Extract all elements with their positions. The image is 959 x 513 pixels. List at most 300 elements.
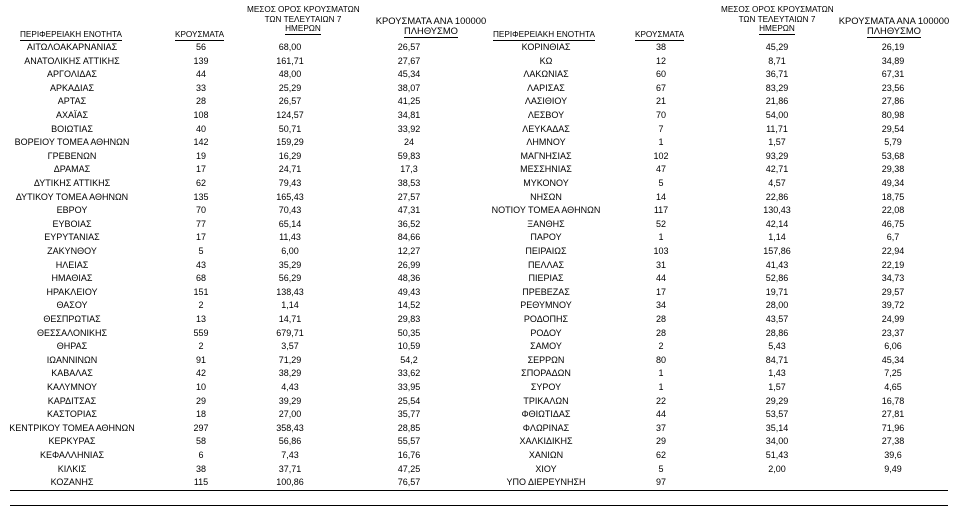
right-region-cell: ΦΛΩΡΙΝΑΣ	[522, 422, 570, 433]
right-region-cell: ΞΑΝΘΗΣ	[527, 218, 565, 229]
right-cases-cell: 47	[655, 164, 667, 175]
left-per100k-cell: 29,83	[397, 314, 421, 324]
header-avg7-right-line1: ΜΕΣΟΣ ΟΡΟΣ ΚΡΟΥΣΜΑΤΩΝ	[721, 5, 834, 14]
left-per100k-cell: 45,34	[397, 69, 421, 80]
right-avg7-cell: 1,43	[768, 368, 786, 379]
right-region-cell: ΠΕΙΡΑΙΩΣ	[525, 246, 567, 256]
right-avg7-cell: 45,29	[765, 42, 789, 52]
table-row	[0, 204, 959, 218]
left-per100k-cell: 34,81	[397, 110, 421, 120]
right-region-cell: ΡΟΔΟΥ	[530, 327, 562, 338]
right-per100k-cell: 80,98	[881, 110, 905, 120]
left-region-cell: ΑΡΤΑΣ	[57, 96, 87, 107]
left-avg7-cell: 56,29	[278, 273, 302, 284]
header-region-right	[493, 30, 595, 41]
left-avg7-cell: 11,43	[279, 232, 301, 243]
right-region-cell: ΜΑΓΝΗΣΙΑΣ	[520, 150, 572, 161]
left-avg7-cell: 138,43	[276, 286, 304, 297]
table-row	[0, 191, 959, 205]
left-region-cell: ΘΕΣΠΡΩΤΙΑΣ	[43, 314, 101, 324]
table-row	[0, 354, 959, 368]
header-per100k-right-line2: ΠΛΗΘΥΣΜΟ	[867, 25, 921, 37]
right-cases-cell: 117	[653, 205, 669, 216]
left-cases-cell: 17	[195, 164, 207, 175]
left-region-cell: ΓΡΕΒΕΝΩΝ	[47, 150, 97, 161]
table-row	[0, 231, 959, 245]
left-cases-cell: 70	[195, 205, 207, 216]
right-per100k-cell: 6,7	[886, 232, 900, 243]
right-avg7-cell: 93,29	[765, 150, 789, 161]
left-cases-cell: 38	[195, 463, 207, 474]
left-region-cell: ΔΡΑΜΑΣ	[53, 164, 91, 175]
left-per100k-cell: 47,31	[397, 205, 421, 216]
table-row	[0, 272, 959, 286]
right-cases-cell: 1	[658, 232, 664, 243]
left-per100k-cell: 26,99	[397, 259, 421, 270]
table-row	[0, 422, 959, 436]
left-cases-cell: 108	[193, 110, 209, 120]
right-per100k-cell: 34,73	[881, 273, 905, 284]
header-cases-left-label: ΚΡΟΥΣΜΑΤΑ	[175, 30, 225, 39]
right-cases-cell: 52	[655, 218, 667, 229]
right-per100k-cell: 67,31	[881, 69, 905, 80]
bottom-rule-lower	[10, 505, 948, 506]
left-region-cell: ΗΡΑΚΛΕΙΟΥ	[46, 286, 98, 297]
left-region-cell: ΚΙΛΚΙΣ	[57, 463, 87, 474]
right-cases-cell: 80	[655, 354, 667, 365]
right-avg7-cell: 4,57	[768, 178, 786, 188]
right-cases-cell: 44	[655, 273, 667, 284]
left-avg7-cell: 39,29	[278, 395, 302, 406]
right-cases-cell: 97	[655, 477, 667, 488]
left-cases-cell: 68	[195, 273, 207, 284]
left-avg7-cell: 48,00	[278, 69, 302, 80]
right-per100k-cell: 6,06	[884, 341, 902, 352]
left-cases-cell: 13	[195, 314, 207, 324]
right-per100k-cell: 29,54	[881, 123, 905, 134]
right-region-cell: ΝΗΣΩΝ	[530, 191, 562, 202]
right-cases-cell: 62	[655, 450, 667, 460]
right-cases-cell: 44	[655, 409, 667, 420]
right-region-cell: ΠΕΛΛΑΣ	[527, 259, 565, 270]
left-avg7-cell: 37,71	[278, 463, 302, 474]
left-region-cell: ΖΑΚΥΝΘΟΥ	[47, 246, 97, 256]
right-region-cell: ΛΗΜΝΟΥ	[526, 137, 566, 148]
left-cases-cell: 42	[195, 368, 207, 379]
left-avg7-cell: 79,43	[278, 178, 302, 188]
right-avg7-cell: 43,57	[765, 314, 789, 324]
table-row	[0, 395, 959, 409]
right-cases-cell: 1	[658, 368, 664, 379]
right-region-cell: ΜΥΚΟΝΟΥ	[523, 178, 569, 188]
right-cases-cell: 37	[655, 422, 667, 433]
left-region-cell: ΑΙΤΩΛΟΑΚΑΡΝΑΝΙΑΣ	[26, 42, 118, 52]
left-cases-cell: 77	[195, 218, 207, 229]
left-cases-cell: 62	[195, 178, 207, 188]
table-row	[0, 476, 959, 490]
left-avg7-cell: 165,43	[276, 191, 304, 202]
right-avg7-cell: 54,00	[765, 110, 789, 120]
left-region-cell: ΑΡΓΟΛΙΔΑΣ	[47, 69, 97, 80]
left-per100k-cell: 35,77	[397, 409, 421, 420]
left-per100k-cell: 47,25	[397, 463, 421, 474]
left-per100k-cell: 59,83	[397, 150, 421, 161]
left-region-cell: ΕΥΡΥΤΑΝΙΑΣ	[44, 232, 100, 243]
left-region-cell: ΙΩΑΝΝΙΝΩΝ	[46, 354, 98, 365]
left-avg7-cell: 358,43	[276, 422, 304, 433]
left-avg7-cell: 50,71	[278, 123, 302, 134]
table-row	[0, 245, 959, 259]
right-region-cell: ΛΑΣΙΘΙΟΥ	[524, 96, 568, 107]
left-avg7-cell: 16,29	[278, 150, 302, 161]
header-region-left-label: ΠΕΡΙΦΕΡΕΙΑΚΗ ΕΝΟΤΗΤΑ	[20, 30, 122, 39]
right-avg7-cell: 42,71	[765, 164, 789, 175]
left-region-cell: ΚΟΖΑΝΗΣ	[50, 477, 94, 488]
table-row	[0, 136, 959, 150]
left-avg7-cell: 68,00	[278, 42, 302, 52]
left-cases-cell: 2	[198, 341, 204, 352]
right-region-cell: ΣΕΡΡΩΝ	[527, 354, 565, 365]
right-region-cell: ΧΙΟΥ	[535, 463, 557, 474]
left-avg7-cell: 14,71	[278, 314, 302, 324]
right-per100k-cell: 53,68	[881, 150, 905, 161]
right-region-cell: ΣΑΜΟΥ	[530, 341, 562, 352]
right-avg7-cell: 157,86	[763, 246, 791, 256]
right-cases-cell: 12	[655, 55, 667, 66]
right-region-cell: ΤΡΙΚΑΛΩΝ	[523, 395, 569, 406]
table-row	[0, 367, 959, 381]
header-per100k-left-line1: ΚΡΟΥΣΜΑΤΑ ΑΝΑ 100000	[375, 15, 487, 26]
left-cases-cell: 58	[195, 436, 207, 447]
left-per100k-cell: 14,52	[397, 300, 421, 311]
left-avg7-cell: 24,71	[278, 164, 302, 175]
right-cases-cell: 60	[655, 69, 667, 80]
table-row	[0, 218, 959, 232]
header-avg7-right-line3: ΗΜΕΡΩΝ	[759, 24, 795, 33]
table-row	[0, 463, 959, 477]
right-avg7-cell: 41,43	[765, 259, 789, 270]
right-cases-cell: 103	[653, 246, 669, 256]
header-avg7-left-line1: ΜΕΣΟΣ ΟΡΟΣ ΚΡΟΥΣΜΑΤΩΝ	[247, 5, 360, 14]
header-cases-right-label: ΚΡΟΥΣΜΑΤΑ	[635, 30, 685, 39]
left-region-cell: ΗΜΑΘΙΑΣ	[51, 273, 93, 284]
left-avg7-cell: 124,57	[276, 110, 304, 120]
right-avg7-cell: 28,86	[765, 327, 789, 338]
left-cases-cell: 28	[195, 96, 207, 107]
table-row	[0, 95, 959, 109]
right-cases-cell: 28	[655, 327, 667, 338]
right-per100k-cell: 45,34	[881, 354, 905, 365]
right-avg7-cell: 19,71	[765, 286, 789, 297]
right-avg7-cell: 84,71	[765, 354, 789, 365]
right-region-cell: ΝΟΤΙΟΥ ΤΟΜΕΑ ΑΘΗΝΩΝ	[491, 205, 601, 216]
table-row	[0, 163, 959, 177]
header-per100k-left-line2: ΠΛΗΘΥΣΜΟ	[404, 25, 458, 37]
right-avg7-cell: 22,86	[765, 191, 789, 202]
right-avg7-cell: 83,29	[765, 82, 789, 93]
left-region-cell: ΘΕΣΣΑΛΟΝΙΚΗΣ	[36, 327, 108, 338]
left-cases-cell: 2	[198, 300, 204, 311]
right-per100k-cell: 16,78	[881, 395, 905, 406]
header-avg7-left	[247, 5, 359, 35]
left-per100k-cell: 17,3	[400, 164, 418, 175]
right-cases-cell: 38	[655, 42, 667, 52]
left-cases-cell: 115	[193, 477, 209, 488]
table-row	[0, 449, 959, 463]
table-row	[0, 41, 959, 55]
left-per100k-cell: 27,67	[397, 55, 421, 66]
table-row	[0, 327, 959, 341]
right-region-cell: ΛΑΡΙΣΑΣ	[527, 82, 565, 93]
left-cases-cell: 44	[195, 69, 207, 80]
left-per100k-cell: 33,62	[397, 368, 421, 379]
left-region-cell: ΑΡΚΑΔΙΑΣ	[49, 82, 95, 93]
right-per100k-cell: 27,81	[881, 409, 905, 420]
left-region-cell: ΚΕΦΑΛΛΗΝΙΑΣ	[39, 450, 105, 460]
right-cases-cell: 67	[655, 82, 667, 93]
header-per100k-right	[835, 16, 953, 38]
bottom-rule-upper	[10, 490, 948, 491]
left-cases-cell: 33	[195, 82, 207, 93]
left-avg7-cell: 26,57	[278, 96, 302, 107]
left-avg7-cell: 6,00	[281, 246, 299, 256]
right-per100k-cell: 39,6	[884, 450, 902, 460]
right-cases-cell: 5	[658, 178, 664, 188]
right-avg7-cell: 35,14	[765, 422, 789, 433]
left-avg7-cell: 25,29	[278, 82, 302, 93]
left-region-cell: ΑΝΑΤΟΛΙΚΗΣ ΑΤΤΙΚΗΣ	[24, 55, 120, 66]
left-per100k-cell: 48,36	[397, 273, 421, 284]
table-row	[0, 150, 959, 164]
left-per100k-cell: 10,59	[397, 341, 421, 352]
left-cases-cell: 139	[193, 55, 209, 66]
right-cases-cell: 7	[658, 123, 664, 134]
right-avg7-cell: 1,57	[768, 137, 786, 148]
right-per100k-cell: 49,34	[881, 178, 905, 188]
header-avg7-right	[721, 5, 833, 35]
left-avg7-cell: 161,71	[276, 55, 304, 66]
left-region-cell: ΒΟΙΩΤΙΑΣ	[51, 123, 93, 134]
right-per100k-cell: 27,86	[881, 96, 905, 107]
right-per100k-cell: 5,79	[884, 137, 902, 148]
table-row	[0, 313, 959, 327]
left-cases-cell: 29	[195, 395, 207, 406]
right-per100k-cell: 4,65	[884, 382, 902, 392]
left-cases-cell: 6	[198, 450, 204, 460]
left-region-cell: ΚΑΡΔΙΤΣΑΣ	[47, 395, 97, 406]
table-row	[0, 177, 959, 191]
left-per100k-cell: 24	[403, 137, 415, 148]
left-avg7-cell: 65,14	[278, 218, 302, 229]
right-cases-cell: 5	[658, 463, 664, 474]
left-region-cell: ΚΑΛΥΜΝΟΥ	[46, 382, 98, 392]
left-region-cell: ΚΑΒΑΛΑΣ	[51, 368, 93, 379]
header-per100k-right-line1: ΚΡΟΥΣΜΑΤΑ ΑΝΑ 100000	[838, 15, 950, 26]
left-avg7-cell: 100,86	[276, 477, 304, 488]
header-avg7-left-line2: ΤΩΝ ΤΕΛΕΥΤΑΙΩΝ 7	[264, 14, 342, 24]
table-row	[0, 408, 959, 422]
right-avg7-cell: 36,71	[765, 69, 789, 80]
table-row	[0, 299, 959, 313]
left-per100k-cell: 76,57	[397, 477, 421, 488]
left-region-cell: ΗΛΕΙΑΣ	[55, 259, 89, 270]
right-cases-cell: 1	[658, 137, 664, 148]
left-cases-cell: 17	[195, 232, 207, 243]
right-avg7-cell: 8,71	[768, 55, 786, 66]
left-region-cell: ΚΕΝΤΡΙΚΟΥ ΤΟΜΕΑ ΑΘΗΝΩΝ	[9, 422, 135, 433]
left-avg7-cell: 71,29	[278, 354, 302, 365]
right-region-cell: ΛΕΣΒΟΥ	[527, 110, 565, 120]
right-cases-cell: 1	[658, 382, 664, 392]
right-avg7-cell: 130,43	[763, 205, 791, 216]
left-per100k-cell: 84,66	[397, 232, 421, 243]
right-region-cell: ΚΩ	[539, 55, 553, 66]
header-region-left	[20, 30, 122, 41]
right-cases-cell: 17	[655, 286, 667, 297]
right-region-cell: ΠΡΕΒΕΖΑΣ	[522, 286, 570, 297]
right-region-cell: ΦΘΙΩΤΙΔΑΣ	[521, 409, 571, 420]
right-cases-cell: 22	[655, 395, 667, 406]
left-per100k-cell: 41,25	[397, 96, 421, 107]
right-region-cell: ΠΑΡΟΥ	[530, 232, 562, 243]
right-per100k-cell: 26,19	[881, 42, 905, 52]
left-region-cell: ΘΑΣΟΥ	[56, 300, 88, 311]
right-avg7-cell: 2,00	[768, 463, 786, 474]
right-per100k-cell: 27,38	[881, 436, 905, 447]
left-per100k-cell: 33,92	[397, 123, 421, 134]
right-per100k-cell: 71,96	[881, 422, 905, 433]
right-cases-cell: 14	[655, 191, 667, 202]
left-cases-cell: 18	[195, 409, 207, 420]
table-row	[0, 123, 959, 137]
table-row	[0, 109, 959, 123]
left-cases-cell: 135	[193, 191, 209, 202]
right-per100k-cell: 9,49	[884, 463, 902, 474]
right-cases-cell: 29	[655, 436, 667, 447]
right-avg7-cell: 53,57	[765, 409, 789, 420]
left-region-cell: ΕΒΡΟΥ	[56, 205, 88, 216]
right-region-cell: ΛΑΚΩΝΙΑΣ	[523, 69, 569, 80]
right-per100k-cell: 39,72	[881, 300, 905, 311]
table-row	[0, 55, 959, 69]
left-cases-cell: 10	[195, 382, 207, 392]
left-per100k-cell: 25,54	[397, 395, 421, 406]
left-per100k-cell: 38,53	[397, 178, 421, 188]
right-region-cell: ΚΟΡΙΝΘΙΑΣ	[521, 42, 571, 52]
left-avg7-cell: 35,29	[278, 259, 302, 270]
right-avg7-cell: 1,14	[768, 232, 786, 243]
left-per100k-cell: 33,95	[397, 382, 421, 392]
right-cases-cell: 2	[658, 341, 664, 352]
right-cases-cell: 28	[655, 314, 667, 324]
right-avg7-cell: 5,43	[768, 341, 786, 352]
left-per100k-cell: 54,2	[400, 354, 418, 365]
right-avg7-cell: 28,00	[765, 300, 789, 311]
left-per100k-cell: 16,76	[397, 450, 421, 460]
right-region-cell: ΜΕΣΣΗΝΙΑΣ	[520, 164, 572, 175]
right-per100k-cell: 7,25	[884, 368, 902, 379]
right-region-cell: ΛΕΥΚΑΔΑΣ	[522, 123, 570, 134]
left-region-cell: ΘΗΡΑΣ	[56, 341, 88, 352]
right-region-cell: ΡΟΔΟΠΗΣ	[523, 314, 569, 324]
right-region-cell: ΧΑΛΚΙΔΙΚΗΣ	[519, 436, 573, 447]
right-per100k-cell: 23,56	[881, 82, 905, 93]
right-per100k-cell: 34,89	[881, 55, 905, 66]
right-cases-cell: 102	[653, 150, 669, 161]
right-region-cell: ΠΙΕΡΙΑΣ	[528, 273, 564, 284]
right-per100k-cell: 46,75	[881, 218, 905, 229]
left-avg7-cell: 679,71	[276, 327, 304, 338]
left-cases-cell: 91	[195, 354, 207, 365]
left-avg7-cell: 27,00	[278, 409, 302, 420]
right-avg7-cell: 51,43	[765, 450, 789, 460]
left-avg7-cell: 159,29	[276, 137, 304, 148]
left-region-cell: ΚΑΣΤΟΡΙΑΣ	[47, 409, 97, 420]
left-cases-cell: 40	[195, 123, 207, 134]
right-cases-cell: 70	[655, 110, 667, 120]
table-row	[0, 286, 959, 300]
left-avg7-cell: 38,29	[278, 368, 302, 379]
header-avg7-right-line2: ΤΩΝ ΤΕΛΕΥΤΑΙΩΝ 7	[738, 14, 816, 24]
right-cases-cell: 31	[655, 259, 667, 270]
right-avg7-cell: 52,86	[765, 273, 789, 284]
left-per100k-cell: 27,57	[397, 191, 421, 202]
table-row	[0, 435, 959, 449]
left-per100k-cell: 28,85	[397, 422, 421, 433]
left-per100k-cell: 55,57	[397, 436, 421, 447]
right-per100k-cell: 29,57	[881, 286, 905, 297]
left-avg7-cell: 56,86	[278, 436, 302, 447]
right-region-cell: ΧΑΝΙΩΝ	[528, 450, 564, 460]
right-avg7-cell: 29,29	[765, 395, 789, 406]
left-region-cell: ΔΥΤΙΚΟΥ ΤΟΜΕΑ ΑΘΗΝΩΝ	[15, 191, 129, 202]
right-per100k-cell: 23,37	[881, 327, 905, 338]
table-row	[0, 381, 959, 395]
right-per100k-cell: 29,38	[881, 164, 905, 175]
table-row	[0, 259, 959, 273]
right-region-cell: ΣΠΟΡΑΔΩΝ	[521, 368, 571, 379]
left-per100k-cell: 36,52	[397, 218, 421, 229]
right-region-cell: ΣΥΡΟΥ	[530, 382, 562, 392]
header-per100k-left	[372, 16, 490, 38]
left-cases-cell: 297	[193, 422, 209, 433]
header-cases-right	[635, 30, 684, 41]
header-avg7-left-line3: ΗΜΕΡΩΝ	[285, 24, 321, 33]
left-region-cell: ΕΥΒΟΙΑΣ	[52, 218, 92, 229]
left-per100k-cell: 38,07	[397, 82, 421, 93]
right-per100k-cell: 22,08	[881, 205, 905, 216]
right-cases-cell: 34	[655, 300, 667, 311]
right-per100k-cell: 24,99	[881, 314, 905, 324]
left-region-cell: ΑΧΑΪΑΣ	[55, 110, 89, 120]
left-avg7-cell: 3,57	[281, 341, 299, 352]
right-avg7-cell: 34,00	[765, 436, 789, 447]
table-row	[0, 340, 959, 354]
right-cases-cell: 21	[655, 96, 667, 107]
right-region-cell: ΥΠΟ ΔΙΕΡΕΥΝΗΣΗ	[506, 477, 586, 488]
left-avg7-cell: 1,14	[281, 300, 299, 311]
left-region-cell: ΒΟΡΕΙΟΥ ΤΟΜΕΑ ΑΘΗΝΩΝ	[14, 137, 130, 148]
left-cases-cell: 559	[193, 327, 209, 338]
left-region-cell: ΚΕΡΚΥΡΑΣ	[48, 436, 96, 447]
table-row	[0, 68, 959, 82]
header-cases-left	[175, 30, 224, 41]
left-per100k-cell: 49,43	[397, 286, 421, 297]
table-row	[0, 82, 959, 96]
left-region-cell: ΔΥΤΙΚΗΣ ΑΤΤΙΚΗΣ	[33, 178, 111, 188]
left-per100k-cell: 50,35	[397, 327, 421, 338]
right-per100k-cell: 22,19	[881, 259, 905, 270]
